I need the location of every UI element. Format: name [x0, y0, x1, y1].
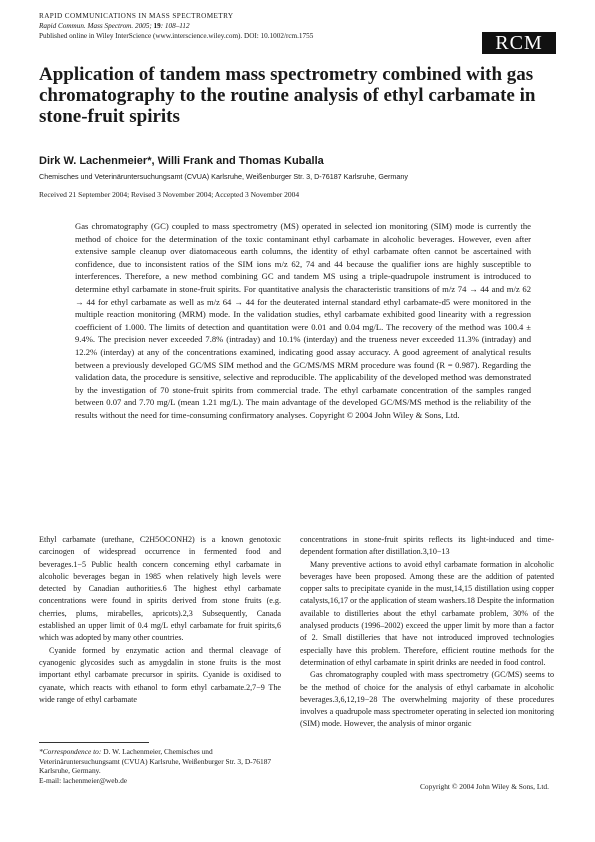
journal-logo: RCM [482, 32, 556, 54]
footnote-divider [39, 742, 149, 743]
body-column-left [39, 534, 281, 706]
body-paragraph: Gas chromatography coupled with mass spectrometry (GC/MS) seems to be the method of choice for the analysis of ethyl carbamate in alcoholic beverages.3,6,12,19−28 The overwhelming majority of these procedures involves a quadrupole mass spectrometer operating in selected ion monitoring (SIM) mode. However, the analysis of minor organic [300, 670, 554, 729]
copyright-footer: Copyright © 2004 John Wiley & Sons, Ltd. [420, 782, 549, 791]
citation-volume: 19 [153, 22, 161, 30]
correspondence-address: D. W. Lachenmeier, Chemisches und Veterinäruntersuchungsamt (CVUA) Karlsruhe, Weißenburger Str. 3, D-76187 Karlsruhe, Germany. [39, 747, 272, 776]
abstract: Gas chromatography (GC) coupled to mass spectrometry (MS) operated in selected ion monitoring (SIM) mode is currently the method of choice for the determination of the toxic contaminant ethyl carbamate in alcoholic beverages. However, even after extensive sample cleanup over diatomaceous earth columns, the identity of ethyl carbamate often cannot be ascertained with confidence, due to inconsistent ratios of the SIM ions m/z 62, 74 and 44 because the qualifier ions are highly susceptible to interferences. Therefore, a new method combining GC and tandem MS using a triple-quadrupole instrument is introduced to determine ethyl carbamate in stone-fruit spirits. For quantitative analysis the characteristic transitions of m/z 74 → 44 and m/z 62 → 44 for ethyl carbamate as well as m/z 64 → 44 for the deuterated internal standard ethyl carbamate-d5 were monitored in the multiple reaction monitoring (MRM) mode. In the validation studies, ethyl carbamate exhibited good linearity with a regression coefficient of 1.000. The limits of detection and quantitation were 0.01 and 0.04 mg/L. The recovery of the method was 100.4 ± 9.4%. The precision never exceeded 7.8% (intraday) and 10.1% (interday) and the trueness never exceeded 11.3% (intraday) and 12.2% (interday) at any of the concentrations examined, indicating good assay accuracy. A good agreement of analytical results between a previously developed GC/MS SIM method and the GC/MS/MS MRM procedure was found (R = 0.987). Regarding the validation data, the procedure is sensitive, selective and reproducible. The applicability of the developed method was demonstrated by the investigation of 70 stone-fruit spirits from commercial trade. The ethyl carbamate concentration of the samples ranged between 0.07 and 7.70 mg/L (mean 1.21 mg/L). The main advantage of the developed GC/MS/MS method is the reliability of the results without the need for time-consuming confirmatory analyses. Copyright © 2004 John Wiley & Sons, Ltd. [75, 221, 531, 420]
published-line: Published online in Wiley InterScience (www.interscience.wiley.com). DOI: 10.1002/rcm.1755 [39, 32, 314, 40]
body-paragraph: Many preventive actions to avoid ethyl carbamate formation in alcoholic beverages have been proposed. Among these are the addition of patented copper salts to precipitate cyanide in the must,14,15 distillation using copper catalysts,16,17 or the application of steam washers.18 Despite the information available to distilleries about the ethyl carbamate problem, 30% of the analysed products (1996–2002) exceed the upper limit by more than a factor of 2. Small distilleries that have not introduced improved technologies especially have this problem. Therefore, efficient routine methods for the determination of ethyl carbamate in spirit drinks are needed in food control. [300, 559, 554, 667]
correspondence-email: E-mail: lachenmeier@web.de [39, 775, 128, 785]
journal-citation [39, 22, 190, 30]
body-paragraph: Ethyl carbamate (urethane, C2H5OCONH2) is a known genotoxic carcinogen of widespread occurrence in fermented food and beverages.1−5 Public health concern concerning ethyl carbamate in alcoholic beverages began in 1985 when relatively high levels were detected by Canadian authorities.6 The highest ethyl carbamate concentrations were found in spirits derived from stone fruits (e.g. cherries, plums, mirabelles, apricots).2,3 Subsequently, Canada established an upper limit of 0.4 mg/L ethyl carbamate for fruit spirits,6 which was adopted by many other countries. [39, 535, 281, 643]
body-paragraph: concentrations in stone-fruit spirits reflects its light-induced and time-dependent formation after distillation.3,10−13 [300, 535, 554, 557]
author-list: Dirk W. Lachenmeier*, Willi Frank and Thomas Kuballa [39, 155, 324, 167]
article-title: Application of tandem mass spectrometry combined with gas chromatography to the routine analysis of ethyl carbamate in stone-fruit spirits [39, 64, 536, 127]
body-paragraph: Cyanide formed by enzymatic action and thermal cleavage of cyanogenic glycosides such as amygdalin in stone fruits is the most important ethyl carbamate precursor in spirits. Cyanide is oxidised to cyanate, which reacts with ethanol to form ethyl carbamate.2,7−9 The wide range of ethyl carbamate [39, 645, 281, 704]
correspondence-footnote [39, 747, 281, 785]
author-affiliation: Chemisches und Veterinäruntersuchungsamt (CVUA) Karlsruhe, Weißenburger Str. 3, D-76187 Karlsruhe, Germany [39, 172, 408, 181]
citation-year: 2005; [133, 22, 154, 30]
citation-pages: : 108–112 [160, 22, 190, 30]
citation-journal: Rapid Commun. Mass Spectrom. [39, 22, 134, 30]
body-column-right [300, 534, 554, 731]
received-dates: Received 21 September 2004; Revised 3 November 2004; Accepted 3 November 2004 [39, 190, 300, 199]
journal-name: RAPID COMMUNICATIONS IN MASS SPECTROMETRY [39, 12, 234, 20]
correspondence-label: *Correspondence to: [39, 747, 102, 756]
